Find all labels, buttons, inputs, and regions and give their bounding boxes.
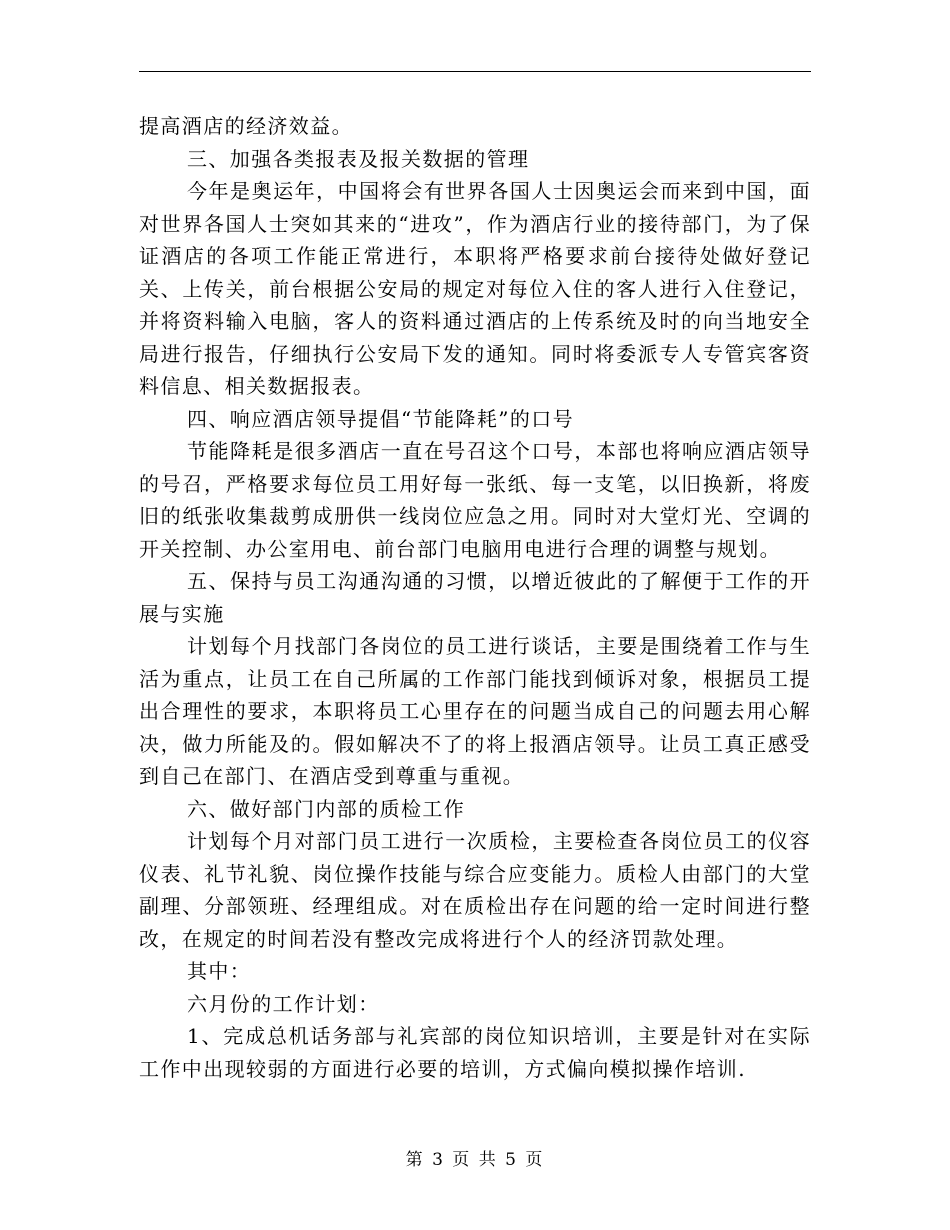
paragraph: 其中： bbox=[187, 959, 252, 983]
subheading: 六月份的工作计划： bbox=[187, 991, 380, 1016]
list-item: 1、完成总机话务部与礼宾部的岗位知识培训，主要是针对在实际工作中出现较弱的方面进行必要的培训，方式偏向模拟操作培训. bbox=[139, 1024, 811, 1081]
section-heading-6: 六、做好部门内部的质检工作 bbox=[187, 796, 466, 821]
paragraph: 计划每个月找部门各岗位的员工进行谈话，主要是围绕着工作与生活为重点，让员工在自己所属的工作部门能找到倾诉对象，根据员工提出合理性的要求，本职将员工心里存在的问题当成自己的问题去用心解决，做力所能及的。假如解决不了的将上报酒店领导。让员工真正感受到自己在部门、在酒店受到尊重与重视。 bbox=[139, 634, 811, 788]
paragraph: 节能降耗是很多酒店一直在号召这个口号，本部也将响应酒店领导的号召，严格要求每位员工用好每一张纸、每一支笔，以旧换新，将废旧的纸张收集裁剪成册供一线岗位应急之用。同时对大堂灯光、空调的开关控制、办公室用电、前台部门电脑用电进行合理的调整与规划。 bbox=[139, 439, 811, 561]
section-heading-3: 三、加强各类报表及报关数据的管理 bbox=[187, 146, 530, 171]
paragraph-continuation: 提高酒店的经济效益。 bbox=[139, 114, 353, 138]
header-rule bbox=[139, 71, 811, 72]
page-number: 第 3 页 共 5 页 bbox=[405, 1150, 545, 1170]
paragraph: 今年是奥运年，中国将会有世界各国人士因奥运会而来到中国，面对世界各国人士突如其来的“进攻”，作为酒店行业的接待部门，为了保证酒店的各项工作能正常进行，本职将严格要求前台接待处做好登记关、上传关，前台根据公安局的规定对每位入住的客人进行入住登记，并将资料输入电脑，客人的资料通过酒店的上传系统及时的向当地安全局进行报告，仔细执行公安局下发的通知。同时将委派专人专管宾客资料信息、相关数据报表。 bbox=[139, 179, 811, 398]
section-heading-4: 四、响应酒店领导提倡“节能降耗”的口号 bbox=[187, 406, 575, 431]
paragraph: 计划每个月对部门员工进行一次质检，主要检查各岗位员工的仪容仪表、礼节礼貌、岗位操作技能与综合应变能力。质检人由部门的大堂副理、分部领班、经理组成。对在质检出存在问题的给一定时间进行整改，在规定的时间若没有整改完成将进行个人的经济罚款处理。 bbox=[139, 829, 811, 951]
document-body bbox=[139, 110, 811, 1085]
section-heading-5: 五、保持与员工沟通沟通的习惯，以增近彼此的了解便于工作的开展与实施 bbox=[139, 569, 811, 626]
